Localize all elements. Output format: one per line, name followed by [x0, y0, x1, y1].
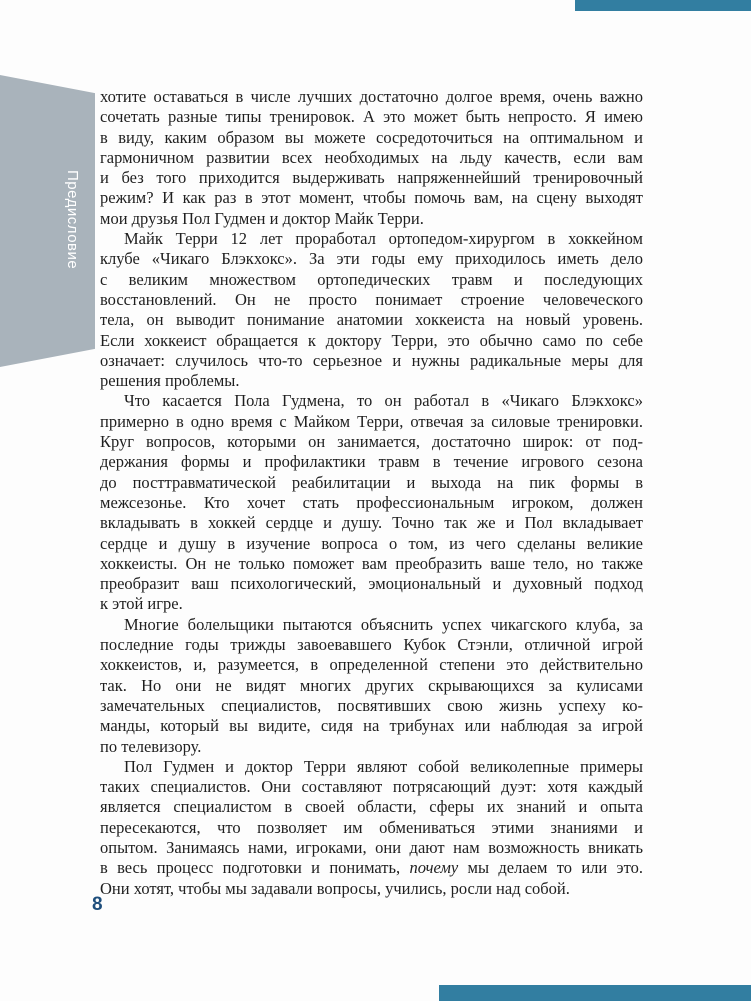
chapter-tab-label: Предисловие: [64, 170, 81, 270]
body-text: [100, 87, 643, 899]
text-line: клубе «Чикаго Блэкхокс». За эти годы ему приходилось иметь дело: [100, 249, 643, 269]
text-line: гармоничном развитии всех необходимых на льду качеств, если вам: [100, 147, 643, 167]
text-line: пересекаются, что позволяет им обмениваться этими знаниями и: [100, 817, 643, 837]
page-number: 8: [92, 894, 103, 915]
text-line: Что касается Пола Гудмена, то он работал в «Чикаго Блэкхокс»: [124, 391, 643, 411]
text-line: примерно в одно время с Майком Терри, отвечая за силовые тренировки.: [100, 411, 643, 431]
text-line: Многие болельщики пытаются объяснить успех чикагского клуба, за: [124, 614, 643, 634]
text-line: Пол Гудмен и доктор Терри являют собой великолепные примеры: [124, 756, 643, 776]
text-line: манды, который вы видите, сидя на трибунах или наблюдая за игрой: [100, 716, 643, 736]
text-line: до посттравматической реабилитации и выхода на пик формы в: [100, 472, 643, 492]
text-line: хотите оставаться в числе лучших достаточно долгое время, очень важно: [100, 87, 643, 106]
text-line: по телевизору.: [100, 736, 202, 756]
text-line: последние годы трижды завоевавшего Кубок Стэнли, отличной игрой: [100, 635, 643, 655]
text-line: в виду, каким образом вы можете сосредоточиться на оптимальном и: [100, 127, 643, 147]
text-line: решения проблемы.: [100, 371, 240, 391]
text-line: является специалистом в своей области, сферы их знаний и опыта: [100, 797, 643, 817]
text-line: держания формы и профилактики травм в течение игрового сезона: [100, 452, 643, 472]
text-line: межсезонье. Кто хочет стать профессиональным игроком, должен: [100, 492, 643, 512]
text-line: вкладывать в хоккей сердце и душу. Точно так же и Пол вкладывает: [100, 513, 643, 533]
text-line: Если хоккеист обращается к доктору Терри, это обычно само по себе: [100, 330, 643, 350]
text-line: опытом. Занимаясь нами, игроками, они дают нам возможность вникать: [100, 837, 643, 857]
text-line: означает: случилось что-то серьезное и нужны радикальные меры для: [100, 350, 643, 370]
text-line: Они хотят, чтобы мы задавали вопросы, учились, росли над собой.: [100, 878, 570, 898]
text-line: сердце и душу в изучение вопроса о том, из чего сделаны великие: [100, 533, 643, 553]
text-line: к этой игре.: [100, 594, 183, 614]
text-line: мои друзья Пол Гудмен и доктор Майк Терри.: [100, 208, 424, 228]
text-line: в весь процесс подготовки и понимать, почему мы делаем то или это.: [100, 858, 644, 878]
text-line: преобразит ваш психологический, эмоциональный и духовный подход: [100, 574, 643, 594]
text-line: тела, он выводит понимание анатомии хоккеиста на новый уровень.: [100, 310, 643, 330]
text-line: режим? И как раз в этот момент, чтобы помочь вам, на сцену выходят: [100, 188, 643, 208]
text-line: с великим множеством ортопедических травм и последующих: [100, 269, 643, 289]
top-accent-bar: [575, 0, 751, 11]
text-line: Майк Терри 12 лет проработал ортопедом-хирургом в хоккейном: [124, 229, 643, 249]
text-line: восстановлений. Он не просто понимает строение человеческого: [100, 289, 643, 309]
text-line: хоккеистов, и, разумеется, в определенной степени это действительно: [100, 655, 643, 675]
text-line: так. Но они не видят многих других скрывающихся за кулисами: [100, 675, 643, 695]
text-line: хоккеисты. Он не только поможет вам преобразить ваше тело, но также: [100, 553, 643, 573]
text-line: и без того приходится выдерживать напряженнейший тренировочный: [100, 168, 643, 188]
text-line: замечательных специалистов, посвятивших свою жизнь успеху ко-: [100, 695, 643, 715]
bottom-accent-bar: [439, 985, 751, 1001]
text-line: Круг вопросов, которыми он занимается, достаточно широк: от под-: [100, 432, 643, 452]
text-line: сочетать разные типы тренировок. А это может быть непросто. Я имею: [100, 107, 643, 127]
text-line: таких специалистов. Они составляют потрясающий дуэт: хотя каждый: [100, 777, 643, 797]
